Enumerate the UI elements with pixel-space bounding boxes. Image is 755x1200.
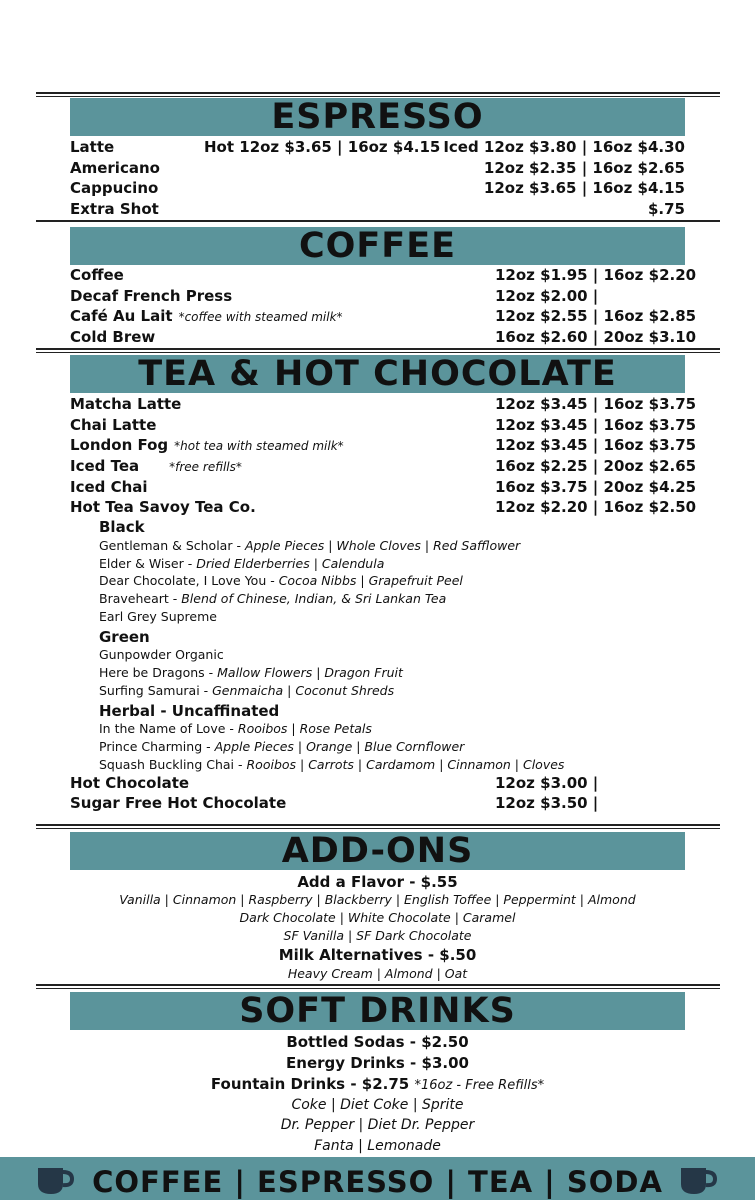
menu-item (70, 773, 685, 793)
tea-desc: Dried Elderberries | Calendula (196, 556, 385, 571)
fountain-drinks (0, 1074, 755, 1096)
item-price: 12oz $3.00 | (495, 774, 599, 792)
item-note: *free refills* (169, 460, 242, 474)
item-note: *coffee with steamed milk* (178, 310, 343, 324)
fountain-note: *16oz - Free Refills* (414, 1078, 545, 1093)
tea-variety (99, 720, 372, 738)
item-note: *hot tea with steamed milk* (174, 439, 344, 453)
tea-desc: Rooibos | Rose Petals (237, 721, 372, 736)
tea-name: Elder & Wiser - (99, 556, 197, 571)
tea-name: Gentleman & Scholar - (99, 538, 245, 553)
tea-category-heading: Herbal - Uncaffinated (99, 702, 280, 720)
item-name: Café Au Lait (70, 307, 173, 325)
menu-item (70, 286, 685, 306)
soft-drinks-banner (70, 992, 685, 1030)
menu-item (70, 158, 685, 178)
tea-name: Gunpowder Organic (99, 647, 224, 662)
flavor-list: Dark Chocolate | White Chocolate | Caramel (239, 910, 516, 925)
item-name: Coffee (70, 266, 124, 284)
flavor-heading: Add a Flavor - $.55 (297, 873, 458, 891)
flavor-list: Vanilla | Cinnamon | Raspberry | Blackberry | English Toffee | Peppermint | Almond (119, 892, 636, 907)
espresso-title: ESPRESSO (271, 97, 484, 137)
item-name: Chai Latte (70, 416, 157, 434)
item-price: 12oz $2.35 | 16oz $2.65 (483, 159, 685, 177)
item-name: Latte (70, 138, 115, 156)
item-price-iced: Iced 12oz $3.80 | 16oz $4.30 (443, 138, 685, 156)
item-price: 12oz $3.45 | 16oz $3.75 (495, 395, 697, 413)
soda-list: Dr. Pepper | Diet Dr. Pepper (280, 1117, 475, 1133)
item-name: Matcha Latte (70, 395, 182, 413)
tea-name: Earl Grey Supreme (99, 609, 217, 624)
item-name: Hot Tea Savoy Tea Co. (70, 498, 256, 516)
tea-variety (99, 608, 217, 626)
tea-name: Braveheart - (99, 591, 182, 606)
tea-desc: Cocoa Nibbs | Grapefruit Peel (278, 573, 463, 588)
addons-banner (70, 832, 685, 870)
item-name: Iced Tea (70, 457, 140, 475)
item-price: 12oz $3.65 | 16oz $4.15 (483, 179, 685, 197)
menu-item (70, 394, 697, 414)
tea-desc: Mallow Flowers | Dragon Fruit (217, 665, 403, 680)
menu-item-latte (70, 137, 685, 157)
item-name: London Fog (70, 436, 169, 454)
milk-list: Heavy Cream | Almond | Oat (287, 966, 468, 981)
tea-variety (99, 664, 403, 682)
divider (36, 220, 720, 222)
tea-banner (70, 355, 685, 393)
item-name: Hot Chocolate (70, 774, 190, 792)
item-price: 12oz $1.95 | 16oz $2.20 (495, 266, 697, 284)
flavor-list: SF Vanilla | SF Dark Chocolate (283, 928, 472, 943)
soft-drinks-title: SOFT DRINKS (239, 991, 516, 1031)
menu-item (70, 415, 697, 435)
footer-text: COFFEE | ESPRESSO | TEA | SODA (92, 1165, 663, 1199)
tea-variety (99, 756, 564, 774)
menu-item (70, 306, 697, 326)
tea-desc: Blend of Chinese, Indian, & Sri Lankan Tea (181, 591, 447, 606)
tea-name: Dear Chocolate, I Love You - (99, 573, 279, 588)
item-price: 12oz $3.50 | (495, 794, 599, 812)
tea-name: Prince Charming - (99, 739, 215, 754)
menu-item (70, 497, 697, 517)
item-price: 12oz $2.00 | (495, 287, 599, 305)
menu-item (70, 327, 697, 347)
item-name: Decaf French Press (70, 287, 233, 305)
item-name: Cold Brew (70, 328, 156, 346)
menu-item (70, 793, 685, 813)
menu-item (70, 199, 685, 219)
menu-item (70, 456, 697, 476)
item-name: Americano (70, 159, 160, 177)
tea-desc: Genmaicha | Coconut Shreds (212, 683, 395, 698)
tea-name: Squash Buckling Chai - (99, 757, 247, 772)
item-name: Cappucino (70, 179, 159, 197)
menu-item (70, 435, 697, 455)
tea-variety (99, 555, 384, 573)
coffee-cup-icon (679, 1162, 717, 1196)
tea-variety (99, 646, 224, 664)
item-price: 12oz $3.45 | 16oz $3.75 (495, 436, 697, 454)
tea-desc: Apple Pieces | Whole Cloves | Red Safflower (244, 538, 521, 553)
tea-variety (99, 590, 446, 608)
fountain-label: Fountain Drinks - $2.75 (210, 1075, 410, 1093)
item-price-hot: Hot 12oz $3.65 | 16oz $4.15 (204, 138, 441, 156)
tea-desc: Rooibos | Carrots | Cardamom | Cinnamon | Cloves (246, 757, 565, 772)
coffee-title: COFFEE (298, 226, 457, 266)
item-price: 12oz $2.55 | 16oz $2.85 (495, 307, 697, 325)
coffee-banner (70, 227, 685, 265)
bottled-sodas: Bottled Sodas - $2.50 (286, 1033, 469, 1051)
footer-bar (0, 1157, 755, 1200)
tea-variety (99, 537, 520, 555)
tea-variety (99, 738, 464, 756)
addons-title: ADD-ONS (281, 831, 474, 871)
menu-item (70, 178, 685, 198)
item-name: Sugar Free Hot Chocolate (70, 794, 287, 812)
menu-item (70, 265, 697, 285)
tea-name: Here be Dragons - (99, 665, 218, 680)
milk-heading: Milk Alternatives - $.50 (278, 946, 477, 964)
item-price: 16oz $2.25 | 20oz $2.65 (495, 457, 697, 475)
item-price: $.75 (647, 200, 685, 218)
tea-desc: Apple Pieces | Orange | Blue Cornflower (214, 739, 465, 754)
tea-variety (99, 572, 463, 590)
tea-variety (99, 682, 394, 700)
item-name: Iced Chai (70, 478, 148, 496)
tea-name: In the Name of Love - (99, 721, 238, 736)
tea-category-heading: Green (99, 628, 150, 646)
item-name: Extra Shot (70, 200, 159, 218)
item-price: 16oz $3.75 | 20oz $4.25 (495, 478, 697, 496)
soda-list: Fanta | Lemonade (314, 1138, 441, 1154)
tea-name: Surfing Samurai - (99, 683, 213, 698)
tea-category-heading: Black (99, 518, 145, 536)
tea-title: TEA & HOT CHOCOLATE (138, 354, 617, 394)
menu-item (70, 477, 697, 497)
energy-drinks: Energy Drinks - $3.00 (286, 1054, 469, 1072)
item-price: 16oz $2.60 | 20oz $3.10 (495, 328, 697, 346)
item-price: 12oz $2.20 | 16oz $2.50 (495, 498, 697, 516)
soda-list: Coke | Diet Coke | Sprite (291, 1097, 464, 1113)
item-price: 12oz $3.45 | 16oz $3.75 (495, 416, 697, 434)
espresso-banner (70, 98, 685, 136)
